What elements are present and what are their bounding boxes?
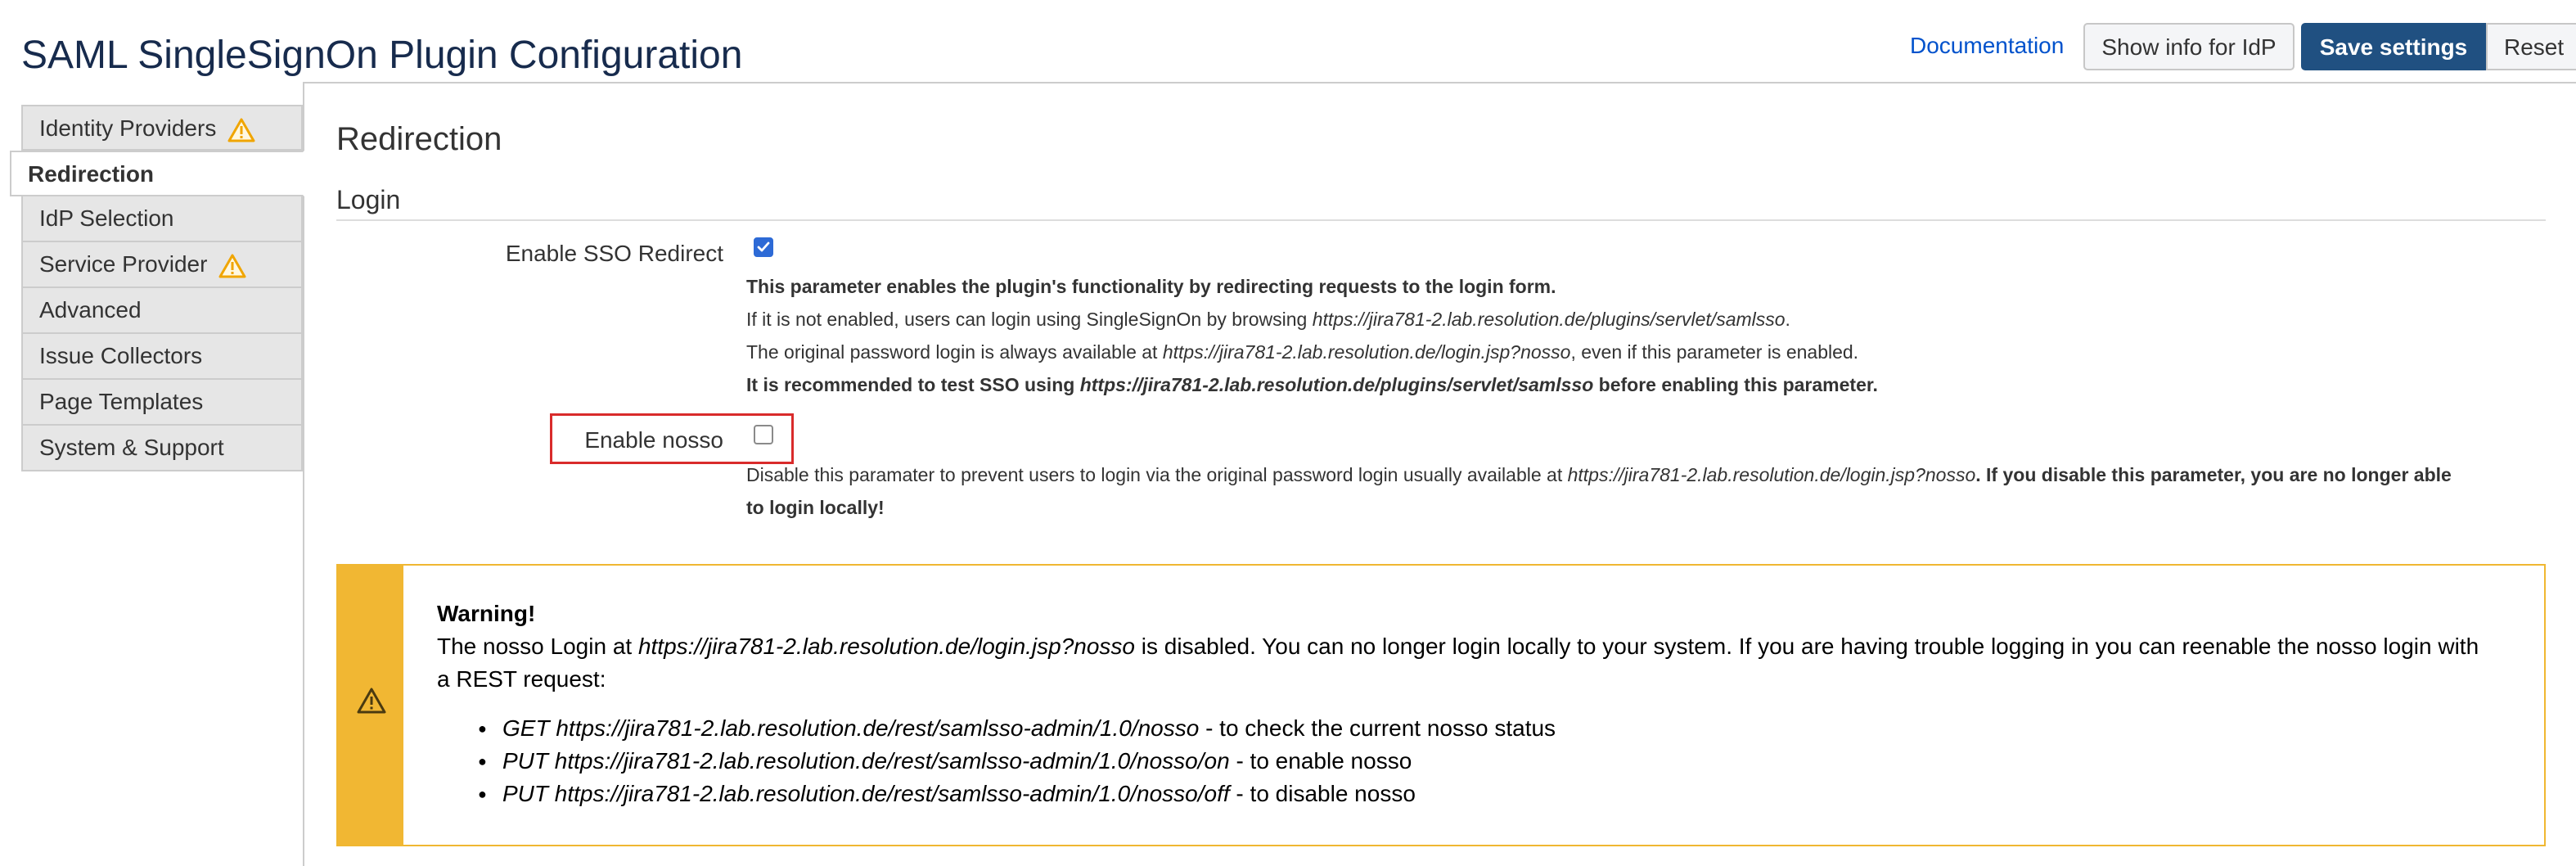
sidebar-item-advanced[interactable] [21, 288, 303, 334]
content-left-border [303, 82, 304, 866]
sidebar-item-redirection[interactable] [10, 151, 304, 196]
warning-bar [338, 566, 403, 845]
nosso-desc-2: to login locally! [746, 497, 885, 518]
nosso-checkbox[interactable] [754, 425, 773, 444]
list-item: ● GET https://jira781-2.lab.resolution.de/rest/samlsso-admin/1.0/nosso - to check the current nosso status [478, 712, 1556, 745]
subsection-title: Login [336, 185, 401, 214]
sso-redirect-checkbox[interactable] [754, 237, 773, 257]
warning-triangle-icon [218, 254, 246, 278]
sso-redirect-desc-3: The original password login is always available at https://jira781-2.lab.resolution.de/login.jsp?nosso, even if this parameter is enabled. [746, 341, 1859, 363]
sidebar-item-service-provider[interactable] [21, 242, 303, 288]
documentation-link[interactable]: Documentation [1910, 33, 2065, 58]
subsection-divider [336, 219, 2546, 221]
sso-redirect-desc-1: This parameter enables the plugin's functionality by redirecting requests to the login form. [746, 276, 1556, 297]
warning-text-1: The nosso Login at https://jira781-2.lab.resolution.de/login.jsp?nosso is disabled. You can no longer login locally to your system. If you are having trouble logging in you can reenable the nosso login with [437, 634, 2479, 659]
sidebar-item-issue-collectors[interactable] [21, 334, 303, 380]
sidebar-item-label: Identity Providers [39, 115, 217, 141]
sidebar-item-label: Service Provider [39, 251, 208, 277]
warning-title: Warning! [437, 601, 536, 626]
save-settings-button[interactable]: Save settings [2301, 23, 2486, 70]
reset-button[interactable]: Reset [2486, 23, 2576, 70]
sidebar-item-label: Page Templates [39, 389, 204, 414]
warning-triangle-icon [356, 687, 387, 715]
sso-redirect-desc-4: It is recommended to test SSO using https://jira781-2.lab.resolution.de/plugins/servlet/samlsso before enabling this parameter. [746, 374, 1878, 395]
warning-rest-list [478, 712, 1556, 810]
sidebar-item-label: Issue Collectors [39, 343, 203, 368]
warning-triangle-icon [227, 118, 255, 142]
page-title: SAML SingleSignOn Plugin Configuration [21, 34, 743, 77]
sidebar-item-label: Redirection [28, 161, 155, 187]
sidebar-item-label: Advanced [39, 297, 142, 322]
sidebar-item-idp-selection[interactable] [21, 196, 303, 242]
nosso-desc-1: Disable this paramater to prevent users to login via the original password login usually available at https://jira781-2.lab.resolution.de/login.jsp?nosso. If you disable this parameter, you are no longer able [746, 464, 2452, 485]
warning-text-2: a REST request: [437, 666, 606, 692]
list-item: ● PUT https://jira781-2.lab.resolution.de/rest/samlsso-admin/1.0/nosso/on - to enable nosso [478, 745, 1556, 778]
checkmark-icon [755, 239, 772, 255]
nosso-label: Enable nosso [584, 427, 723, 453]
sso-redirect-label: Enable SSO Redirect [505, 241, 723, 266]
sso-redirect-desc-2: If it is not enabled, users can login using SingleSignOn by browsing https://jira781-2.lab.resolution.de/plugins/servlet/samlsso. [746, 309, 1790, 330]
content-divider [303, 82, 2576, 83]
show-info-idp-button[interactable]: Show info for IdP [2083, 23, 2295, 70]
sidebar-item-label: IdP Selection [39, 205, 174, 231]
section-title: Redirection [336, 121, 502, 157]
sidebar-item-label: System & Support [39, 435, 224, 460]
sidebar-item-identity-providers[interactable] [21, 105, 303, 151]
list-item: ● PUT https://jira781-2.lab.resolution.de/rest/samlsso-admin/1.0/nosso/off - to disable nosso [478, 778, 1556, 810]
sidebar-item-system-support[interactable] [21, 426, 303, 471]
sidebar-item-page-templates[interactable] [21, 380, 303, 426]
